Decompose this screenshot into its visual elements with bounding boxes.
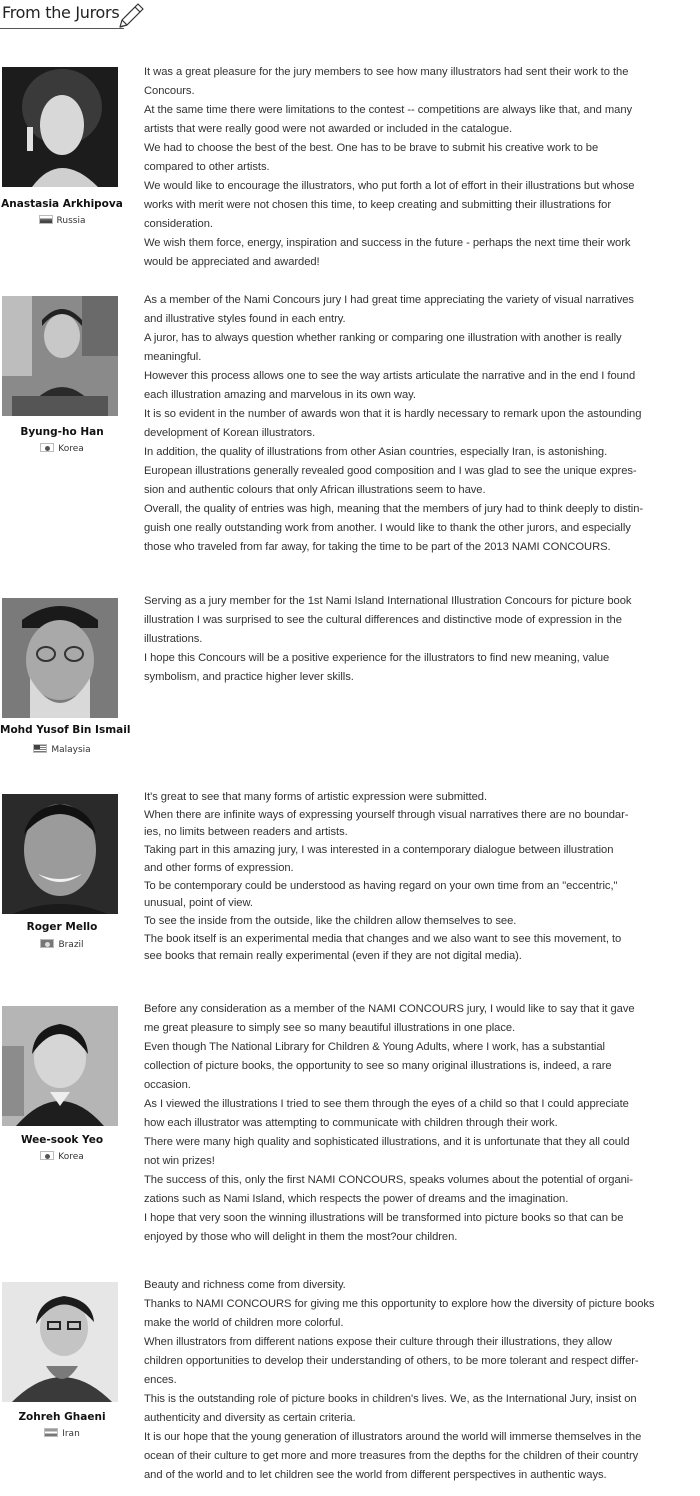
juror-photo	[2, 67, 118, 187]
juror-entry	[0, 791, 700, 974]
statement-line: It is so evident in the number of awards won that it is hardly necessary to remark upon the astounding	[144, 408, 642, 420]
juror-name: Roger Mello	[26, 921, 98, 933]
statement-line: Beauty and richness come from diversity.	[144, 1279, 346, 1291]
statement-line: would be appreciated and awarded!	[144, 256, 320, 268]
juror-statement	[144, 1276, 700, 1485]
juror-entry	[0, 296, 700, 566]
statement-line: In addition, the quality of illustrations from other Asian countries, especially Iran, is astonishing.	[144, 446, 608, 458]
statement-line: see books that remain really experimental (even if they are not digital media).	[144, 950, 522, 963]
statement-line: European illustrations generally revealed good composition and I was glad to see the unique expres-	[144, 465, 637, 477]
juror-name: Wee-sook Yeo	[20, 1134, 104, 1146]
statement-line: development of Korean illustrators.	[144, 427, 316, 439]
statement-line: consideration.	[144, 218, 213, 230]
statement-line: When there are infinite ways of expressing yourself through visual narratives there are no boundar-	[144, 808, 629, 821]
juror-country	[0, 1151, 124, 1162]
juror-country	[0, 215, 124, 226]
statement-line: We had to choose the best of the best. One has to be brave to submit his creative work to be	[144, 142, 599, 154]
statement-line: those who traveled from far away, for taking the time to be part of the 2013 NAMI CONCOURS.	[144, 541, 611, 553]
iran-flag-icon	[44, 1428, 58, 1437]
statement-line: There were many high quality and sophisticated illustrations, and it is unfortunate that they all could	[144, 1136, 630, 1148]
statement-line: The book itself is an experimental media that changes and we also want to see this movement, to	[144, 932, 622, 945]
statement-line: and of the world and to let children see the world from different perspectives in authentic ways.	[144, 1469, 607, 1481]
juror-photo	[2, 1282, 118, 1402]
statement-line: I hope that very soon the winning illustrations will be transformed into picture books so that can be	[144, 1212, 624, 1224]
statement-line: ies, no limits between readers and artists.	[144, 826, 348, 839]
statement-line: how each illustrator was attempting to communicate with children through their work.	[144, 1117, 558, 1129]
statement-line: ocean of their culture to get more and more treasures from the depths for the children of their country	[144, 1450, 639, 1462]
statement-line: To see the inside from the outside, like the children allow themselves to see.	[144, 914, 517, 927]
statement-line: A juror, has to always question whether ranking or comparing one illustration with another is really	[144, 332, 622, 344]
statement-line: not win prizes!	[144, 1155, 215, 1167]
statement-line: Overall, the quality of entries was high, meaning that the members of jury had to think deeply to distin-	[144, 503, 644, 515]
statement-line: works with merit were not chosen this time, to keep creating and submitting their illustrations for	[144, 199, 611, 211]
statement-line: Thanks to NAMI CONCOURS for giving me this opportunity to explore how the diversity of picture books	[144, 1298, 655, 1310]
korea-flag-icon	[40, 443, 54, 452]
statement-line: occasion.	[144, 1079, 191, 1091]
statement-line: It's great to see that many forms of artistic expression were submitted.	[144, 791, 488, 803]
juror-statement	[144, 291, 700, 557]
juror-photo	[2, 598, 118, 718]
country-label: Malaysia	[51, 745, 91, 755]
country-label: Korea	[58, 1152, 84, 1162]
juror-entry	[0, 1003, 700, 1256]
juror-country	[0, 939, 124, 950]
statement-line: Taking part in this amazing jury, I was interested in a contemporary dialogue between illustration	[144, 844, 614, 857]
statement-line: To be contemporary could be understood as having regard on your own time from an "eccentric,"	[144, 879, 618, 892]
country-label: Brazil	[58, 940, 84, 950]
statement-line: We wish them force, energy, inspiration and success in the future - perhaps the next time their work	[144, 237, 631, 249]
statement-line: authenticity and diversity as certain criteria.	[144, 1412, 356, 1424]
juror-statement	[144, 789, 700, 966]
juror-name: Mohd Yusof Bin Ismail	[0, 724, 131, 736]
statement-line: Concours.	[144, 85, 195, 97]
juror-photo	[2, 1006, 118, 1126]
juror-entry	[0, 67, 700, 277]
juror-statement	[144, 63, 700, 272]
country-label: Iran	[62, 1429, 80, 1439]
statement-line: I hope this Concours will be a positive experience for the illustrators to find new meaning, value	[144, 652, 610, 664]
statement-line: meaningful.	[144, 351, 202, 363]
country-label: Korea	[58, 444, 84, 454]
statement-line: However this process allows one to see the way artists articulate the narrative and in the end I found	[144, 370, 636, 382]
statement-line: children opportunities to develop their understanding of others, to be more tolerant and respect differ-	[144, 1355, 639, 1367]
statement-line: illustrations.	[144, 633, 203, 645]
brazil-flag-icon	[40, 939, 54, 948]
statement-line: sion and authentic colours that only African illustrations seem to have.	[144, 484, 486, 496]
statement-line: This is the outstanding role of picture books in children's lives. We, as the International Jury, insist on	[144, 1393, 637, 1405]
country-label: Russia	[56, 216, 86, 226]
statement-line: each illustration amazing and marvelous in its own way.	[144, 389, 416, 401]
juror-name: Byung-ho Han	[20, 426, 104, 438]
statement-line: Even though The National Library for Children & Young Adults, where I work, has a substantial	[144, 1041, 605, 1053]
statement-line: We would like to encourage the illustrators, who put forth a lot of effort in their illustrations but whose	[144, 180, 635, 192]
juror-entry	[0, 595, 700, 768]
statement-line: Before any consideration as a member of the NAMI CONCOURS jury, I would like to say that it gave	[144, 1003, 635, 1015]
statement-line: enjoyed by those who will delight in them the most?our children.	[144, 1231, 458, 1243]
statement-line: It was a great pleasure for the jury members to see how many illustrators had sent their work to the	[144, 66, 629, 78]
statement-line: make the world of children more colorful.	[144, 1317, 344, 1329]
header-underline	[0, 28, 124, 29]
pencil-icon	[116, 1, 146, 31]
statement-line: When illustrators from different nations expose their culture through their illustrations, they allow	[144, 1336, 612, 1348]
malaysia-flag-icon	[33, 744, 47, 753]
statement-line: It is our hope that the young generation of illustrators around the world will immerse themselves in the	[144, 1431, 642, 1443]
korea-flag-icon	[40, 1151, 54, 1160]
juror-country	[0, 1428, 124, 1439]
statement-line: Serving as a jury member for the 1st Nami Island International Illustration Concours for picture book	[144, 595, 632, 607]
statement-line: compared to other artists.	[144, 161, 270, 173]
statement-line: ences.	[144, 1374, 177, 1386]
statement-line: collection of picture books, the opportunity to see so many original illustrations is, indeed, a rare	[144, 1060, 612, 1072]
statement-line: artists that were really good were not awarded or included in the catalogue.	[144, 123, 513, 135]
statement-line: illustration I was surprised to see the cultural differences and distinctive mode of expression in the	[144, 614, 622, 626]
juror-statement	[144, 592, 700, 687]
juror-name: Zohreh Ghaeni	[18, 1411, 106, 1423]
juror-country	[0, 744, 124, 755]
juror-country	[0, 443, 124, 454]
statement-line: and illustrative styles found in each entry.	[144, 313, 346, 325]
juror-statement	[144, 1000, 700, 1247]
juror-photo	[2, 794, 118, 914]
statement-line: symbolism, and practice higher lever skills.	[144, 671, 354, 683]
statement-line: unusual, point of view.	[144, 897, 253, 910]
juror-photo	[2, 296, 118, 416]
russia-flag-icon	[39, 215, 53, 224]
statement-line: As a member of the Nami Concours jury I had great time appreciating the variety of visual narratives	[144, 294, 634, 306]
statement-line: and other forms of expression.	[144, 861, 294, 874]
statement-line: guish one really outstanding work from another. I would like to thank the other jurors, and especially	[144, 522, 631, 534]
juror-name: Anastasia Arkhipova	[1, 198, 123, 210]
page-title: From the Jurors	[2, 3, 120, 22]
statement-line: The success of this, only the first NAMI CONCOURS, speaks volumes about the potential of organi-	[144, 1174, 633, 1186]
page-header	[0, 0, 700, 32]
statement-line: zations such as Nami Island, which respects the power of dreams and the imagination.	[144, 1193, 569, 1205]
statement-line: As I viewed the illustrations I tried to see them through the eyes of a child so that I could appreciate	[144, 1098, 629, 1110]
juror-entry	[0, 1279, 700, 1492]
statement-line: At the same time there were limitations to the contest -- competitions are always like that, and many	[144, 104, 633, 116]
statement-line: me great pleasure to simply see so many beautiful illustrations in one place.	[144, 1022, 516, 1034]
